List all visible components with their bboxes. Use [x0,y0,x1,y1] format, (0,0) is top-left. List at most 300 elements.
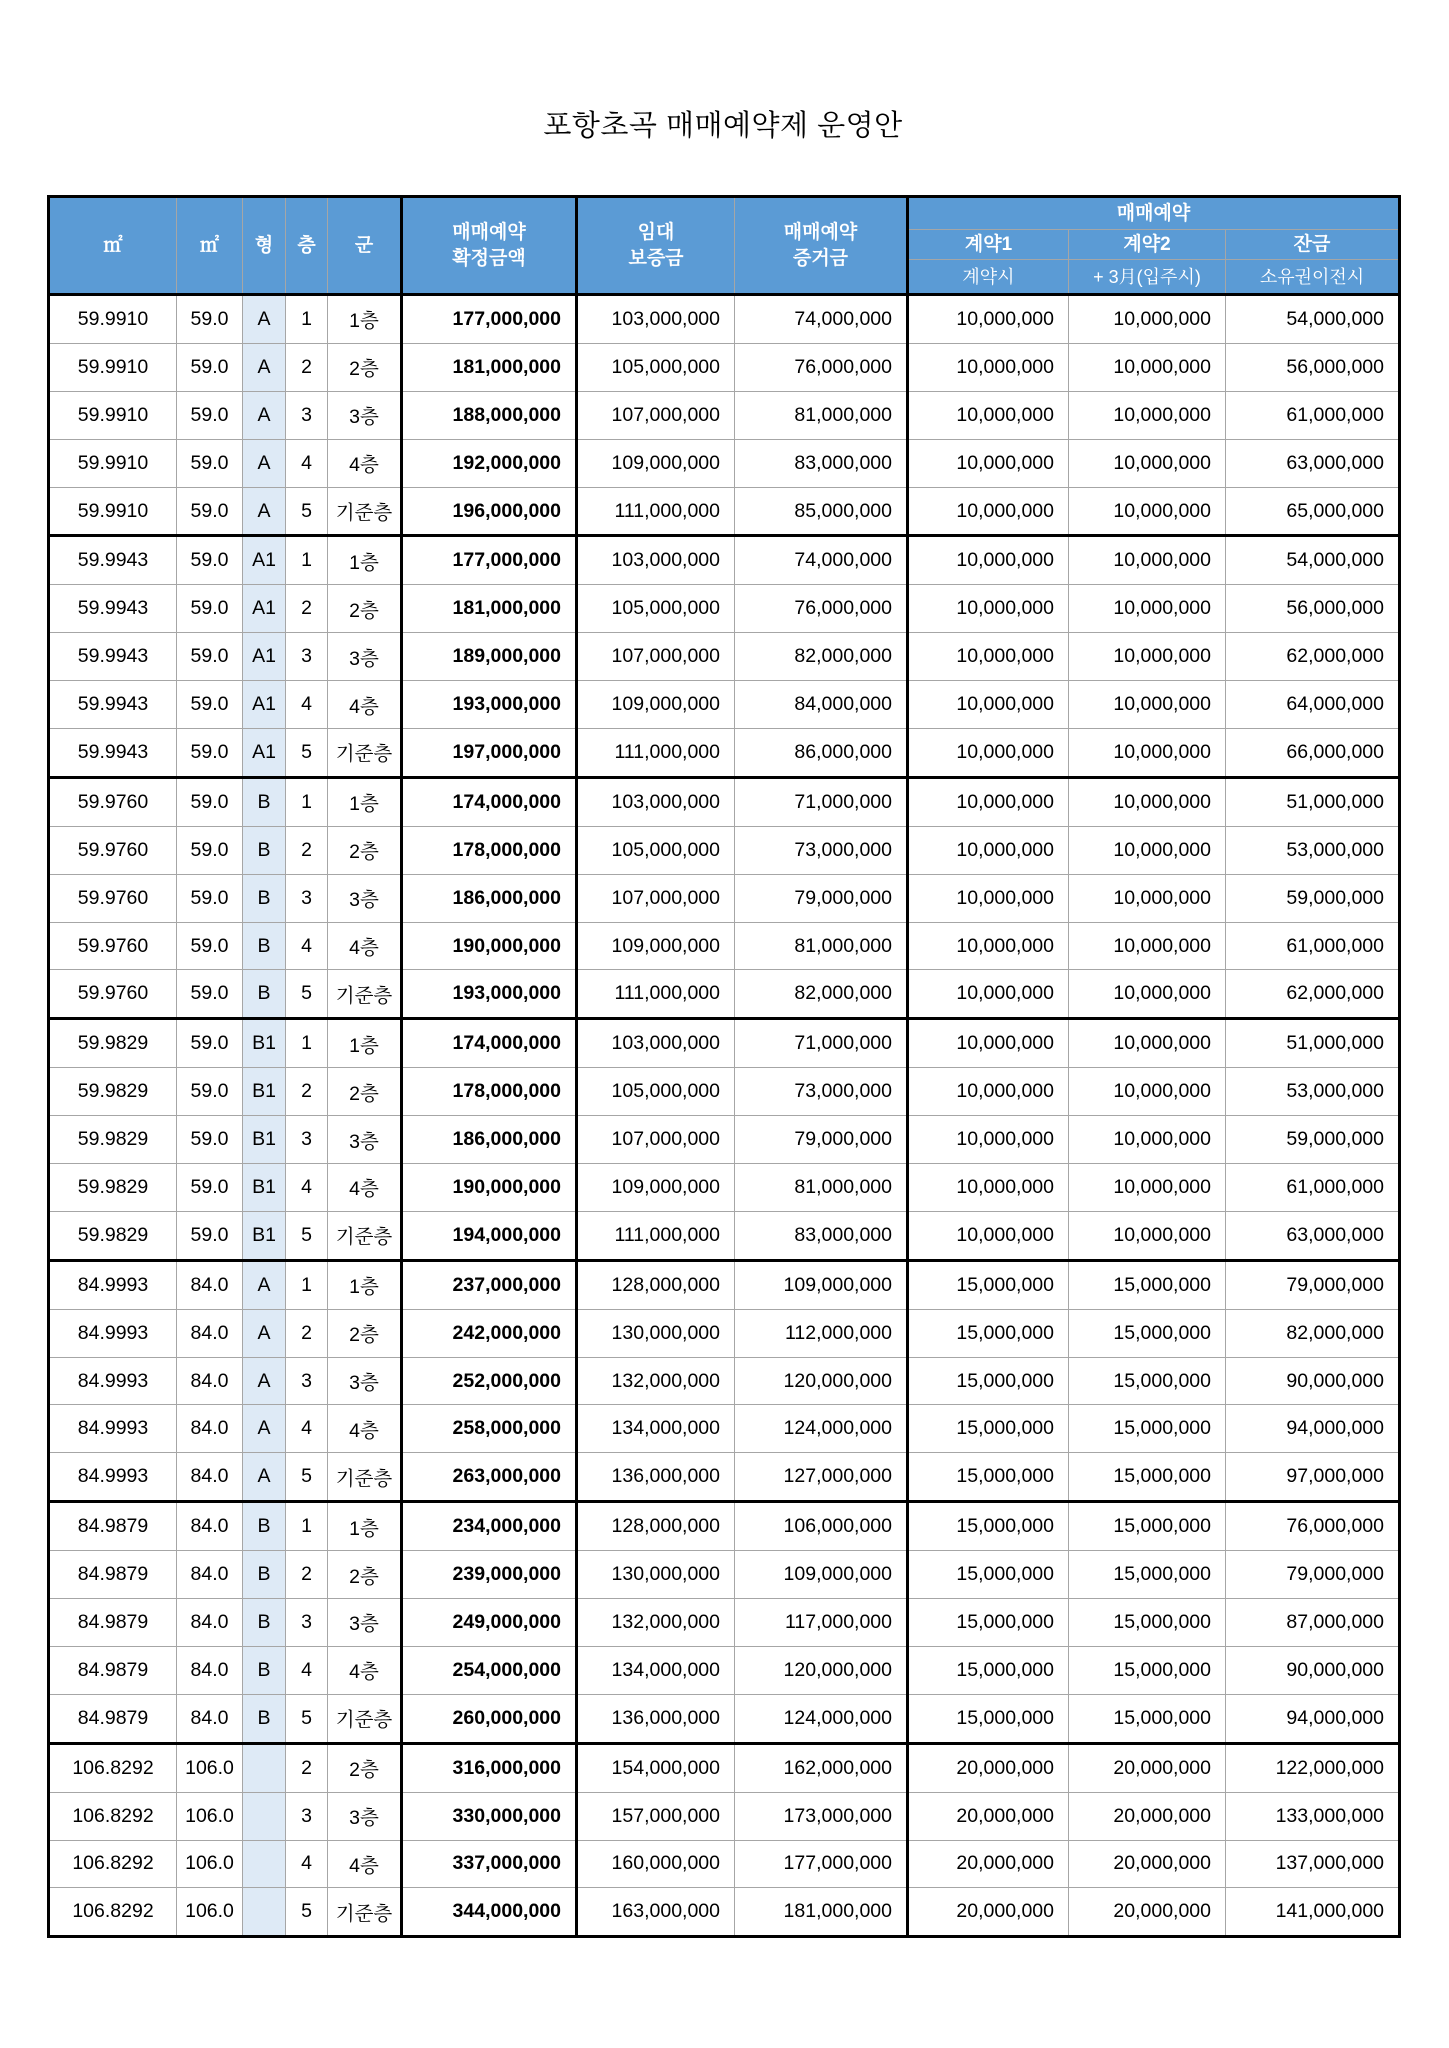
cell-reservation-deposit: 81,000,000 [735,922,908,970]
header-label: 군 [354,234,374,256]
cell-contract2: 10,000,000 [1069,1068,1226,1116]
cell-confirmed-price: 190,000,000 [402,922,577,970]
cell-contract1: 10,000,000 [908,585,1069,633]
table-row [49,1792,1400,1840]
cell-contract2: 20,000,000 [1069,1840,1226,1888]
cell-contract2: 10,000,000 [1069,487,1226,536]
cell-confirmed-price: 254,000,000 [402,1646,577,1694]
cell-floor-no: 5 [286,1888,328,1937]
header-lease-deposit [577,197,735,295]
cell-contract2: 10,000,000 [1069,777,1226,826]
cell-supply-m2: 84.0 [177,1551,243,1599]
table-row [49,1694,1400,1743]
cell-supply-m2: 59.0 [177,922,243,970]
cell-supply-m2: 106.0 [177,1888,243,1937]
cell-supply-m2: 59.0 [177,585,243,633]
cell-confirmed-price: 330,000,000 [402,1792,577,1840]
cell-floor-label: 3층 [328,1792,402,1840]
cell-lease-deposit: 107,000,000 [577,391,735,439]
cell-reservation-deposit: 76,000,000 [735,343,908,391]
cell-balance: 65,000,000 [1226,487,1400,536]
cell-area-m2: 106.8292 [49,1888,177,1937]
cell-supply-m2: 59.0 [177,487,243,536]
cell-confirmed-price: 174,000,000 [402,1019,577,1068]
cell-reservation-deposit: 177,000,000 [735,1840,908,1888]
cell-floor-label: 3층 [328,391,402,439]
cell-area-m2: 59.9829 [49,1068,177,1116]
cell-reservation-deposit: 83,000,000 [735,1211,908,1260]
cell-reservation-deposit: 82,000,000 [735,970,908,1019]
cell-contract1: 10,000,000 [908,295,1069,344]
cell-lease-deposit: 128,000,000 [577,1502,735,1551]
cell-contract2: 15,000,000 [1069,1405,1226,1453]
cell-contract2: 15,000,000 [1069,1357,1226,1405]
table-row [49,922,1400,970]
cell-confirmed-price: 234,000,000 [402,1502,577,1551]
cell-type: A [243,1357,286,1405]
cell-balance: 94,000,000 [1226,1694,1400,1743]
cell-reservation-deposit: 76,000,000 [735,585,908,633]
header-row-1 [49,197,1400,230]
cell-balance: 63,000,000 [1226,1211,1400,1260]
cell-confirmed-price: 196,000,000 [402,487,577,536]
cell-floor-label: 기준층 [328,1211,402,1260]
cell-type: A [243,343,286,391]
cell-reservation-deposit: 83,000,000 [735,439,908,487]
table-row [49,1116,1400,1164]
cell-confirmed-price: 252,000,000 [402,1357,577,1405]
cell-floor-label: 3층 [328,633,402,681]
cell-reservation-deposit: 127,000,000 [735,1453,908,1502]
cell-contract1: 10,000,000 [908,826,1069,874]
cell-contract1: 10,000,000 [908,391,1069,439]
cell-contract2: 10,000,000 [1069,536,1226,585]
cell-area-m2: 84.9879 [49,1599,177,1647]
header-contract2: 계약2 [1069,230,1226,260]
cell-area-m2: 84.9993 [49,1309,177,1357]
cell-floor-label: 1층 [328,1260,402,1309]
cell-floor-no: 4 [286,922,328,970]
cell-type: B1 [243,1019,286,1068]
cell-supply-m2: 59.0 [177,633,243,681]
cell-reservation-deposit: 71,000,000 [735,777,908,826]
cell-contract2: 15,000,000 [1069,1502,1226,1551]
cell-reservation-deposit: 106,000,000 [735,1502,908,1551]
cell-contract1: 10,000,000 [908,1211,1069,1260]
cell-reservation-deposit: 84,000,000 [735,681,908,729]
cell-floor-no: 3 [286,874,328,922]
cell-floor-no: 3 [286,391,328,439]
cell-supply-m2: 59.0 [177,1116,243,1164]
cell-lease-deposit: 130,000,000 [577,1309,735,1357]
cell-floor-label: 기준층 [328,1453,402,1502]
cell-confirmed-price: 189,000,000 [402,633,577,681]
cell-balance: 61,000,000 [1226,1164,1400,1212]
table-row [49,585,1400,633]
cell-supply-m2: 84.0 [177,1405,243,1453]
cell-floor-label: 3층 [328,1116,402,1164]
cell-confirmed-price: 263,000,000 [402,1453,577,1502]
cell-balance: 62,000,000 [1226,970,1400,1019]
cell-lease-deposit: 103,000,000 [577,777,735,826]
cell-confirmed-price: 178,000,000 [402,826,577,874]
cell-confirmed-price: 181,000,000 [402,343,577,391]
cell-supply-m2: 59.0 [177,777,243,826]
cell-contract2: 20,000,000 [1069,1743,1226,1792]
cell-floor-no: 2 [286,1309,328,1357]
cell-type: A [243,295,286,344]
cell-contract2: 10,000,000 [1069,295,1226,344]
cell-confirmed-price: 193,000,000 [402,970,577,1019]
cell-type: B [243,922,286,970]
cell-area-m2: 106.8292 [49,1743,177,1792]
cell-type: B1 [243,1164,286,1212]
cell-lease-deposit: 134,000,000 [577,1405,735,1453]
table-row [49,1019,1400,1068]
table-row [49,874,1400,922]
table-row [49,1502,1400,1551]
cell-supply-m2: 59.0 [177,391,243,439]
cell-supply-m2: 106.0 [177,1792,243,1840]
table-body [49,295,1400,1937]
cell-balance: 79,000,000 [1226,1551,1400,1599]
cell-floor-no: 1 [286,777,328,826]
cell-area-m2: 59.9910 [49,295,177,344]
cell-lease-deposit: 134,000,000 [577,1646,735,1694]
cell-floor-label: 기준층 [328,1888,402,1937]
cell-area-m2: 84.9879 [49,1646,177,1694]
table-row [49,1260,1400,1309]
header-label-line1: 매매예약 [783,221,858,243]
cell-contract2: 10,000,000 [1069,826,1226,874]
cell-lease-deposit: 105,000,000 [577,343,735,391]
cell-type: A [243,487,286,536]
cell-area-m2: 59.9760 [49,970,177,1019]
cell-contract2: 10,000,000 [1069,585,1226,633]
cell-floor-label: 4층 [328,1164,402,1212]
cell-floor-label: 1층 [328,777,402,826]
cell-confirmed-price: 337,000,000 [402,1840,577,1888]
cell-balance: 137,000,000 [1226,1840,1400,1888]
cell-contract1: 10,000,000 [908,970,1069,1019]
header-label: ㎡ [103,234,123,256]
cell-contract2: 15,000,000 [1069,1599,1226,1647]
cell-floor-label: 4층 [328,1405,402,1453]
cell-floor-no: 2 [286,1743,328,1792]
cell-lease-deposit: 154,000,000 [577,1743,735,1792]
cell-contract1: 10,000,000 [908,439,1069,487]
cell-floor-no: 4 [286,1405,328,1453]
cell-contract1: 15,000,000 [908,1260,1069,1309]
cell-balance: 61,000,000 [1226,922,1400,970]
cell-lease-deposit: 109,000,000 [577,681,735,729]
cell-lease-deposit: 111,000,000 [577,487,735,536]
cell-floor-label: 기준층 [328,487,402,536]
cell-floor-no: 5 [286,729,328,778]
cell-lease-deposit: 160,000,000 [577,1840,735,1888]
header-label: ㎡ [199,234,219,256]
cell-reservation-deposit: 73,000,000 [735,1068,908,1116]
cell-balance: 59,000,000 [1226,874,1400,922]
header-floor [286,197,328,295]
cell-contract2: 20,000,000 [1069,1888,1226,1937]
cell-floor-no: 2 [286,1068,328,1116]
header-label-line2: 보증금 [628,247,684,269]
cell-area-m2: 59.9829 [49,1019,177,1068]
cell-balance: 63,000,000 [1226,439,1400,487]
cell-supply-m2: 59.0 [177,439,243,487]
cell-balance: 76,000,000 [1226,1502,1400,1551]
cell-supply-m2: 59.0 [177,874,243,922]
cell-supply-m2: 84.0 [177,1502,243,1551]
cell-lease-deposit: 107,000,000 [577,874,735,922]
cell-floor-no: 3 [286,1792,328,1840]
cell-type: A1 [243,633,286,681]
cell-confirmed-price: 249,000,000 [402,1599,577,1647]
cell-type: B1 [243,1211,286,1260]
cell-floor-no: 3 [286,1599,328,1647]
cell-supply-m2: 59.0 [177,1019,243,1068]
cell-type: B1 [243,1116,286,1164]
header-contract1-sub: 계약시 [908,260,1069,295]
cell-lease-deposit: 132,000,000 [577,1357,735,1405]
cell-area-m2: 84.9993 [49,1405,177,1453]
cell-contract1: 10,000,000 [908,1019,1069,1068]
cell-area-m2: 106.8292 [49,1792,177,1840]
header-label-line2: 증거금 [792,247,849,269]
cell-area-m2: 59.9829 [49,1116,177,1164]
cell-supply-m2: 59.0 [177,1211,243,1260]
table-row [49,487,1400,536]
cell-floor-no: 5 [286,1453,328,1502]
cell-lease-deposit: 130,000,000 [577,1551,735,1599]
cell-balance: 54,000,000 [1226,536,1400,585]
cell-reservation-deposit: 173,000,000 [735,1792,908,1840]
cell-floor-no: 3 [286,1116,328,1164]
cell-contract1: 15,000,000 [908,1694,1069,1743]
cell-lease-deposit: 111,000,000 [577,1211,735,1260]
cell-type: A [243,1309,286,1357]
cell-balance: 51,000,000 [1226,777,1400,826]
cell-supply-m2: 59.0 [177,729,243,778]
cell-confirmed-price: 186,000,000 [402,1116,577,1164]
cell-reservation-deposit: 117,000,000 [735,1599,908,1647]
table-row [49,536,1400,585]
cell-type: A1 [243,585,286,633]
table-row [49,1453,1400,1502]
cell-confirmed-price: 190,000,000 [402,1164,577,1212]
cell-floor-label: 4층 [328,439,402,487]
table-row [49,343,1400,391]
cell-type: A [243,1405,286,1453]
cell-balance: 94,000,000 [1226,1405,1400,1453]
table-row [49,1599,1400,1647]
cell-contract2: 10,000,000 [1069,1116,1226,1164]
cell-floor-no: 2 [286,585,328,633]
cell-contract2: 10,000,000 [1069,1211,1226,1260]
cell-contract2: 10,000,000 [1069,874,1226,922]
cell-lease-deposit: 136,000,000 [577,1694,735,1743]
cell-floor-no: 1 [286,1019,328,1068]
cell-reservation-deposit: 112,000,000 [735,1309,908,1357]
table-row [49,681,1400,729]
header-contract1: 계약1 [908,230,1069,260]
cell-lease-deposit: 111,000,000 [577,729,735,778]
cell-contract1: 10,000,000 [908,487,1069,536]
cell-floor-label: 4층 [328,681,402,729]
table-row [49,1405,1400,1453]
cell-floor-no: 1 [286,536,328,585]
cell-contract2: 15,000,000 [1069,1646,1226,1694]
cell-confirmed-price: 192,000,000 [402,439,577,487]
cell-type [243,1743,286,1792]
cell-lease-deposit: 103,000,000 [577,536,735,585]
header-group [328,197,402,295]
cell-contract2: 15,000,000 [1069,1309,1226,1357]
cell-contract1: 10,000,000 [908,922,1069,970]
cell-contract1: 15,000,000 [908,1599,1069,1647]
cell-confirmed-price: 239,000,000 [402,1551,577,1599]
cell-supply-m2: 84.0 [177,1694,243,1743]
cell-lease-deposit: 163,000,000 [577,1888,735,1937]
table-header [49,197,1400,295]
table-row [49,295,1400,344]
cell-balance: 53,000,000 [1226,826,1400,874]
cell-area-m2: 106.8292 [49,1840,177,1888]
table-row [49,1164,1400,1212]
cell-area-m2: 84.9993 [49,1260,177,1309]
cell-floor-no: 2 [286,826,328,874]
table-row [49,1211,1400,1260]
cell-reservation-deposit: 124,000,000 [735,1405,908,1453]
cell-contract1: 10,000,000 [908,1164,1069,1212]
cell-contract2: 15,000,000 [1069,1453,1226,1502]
cell-confirmed-price: 344,000,000 [402,1888,577,1937]
cell-balance: 82,000,000 [1226,1309,1400,1357]
cell-type: B [243,826,286,874]
cell-type: A [243,439,286,487]
header-label-line1: 임대 [637,221,675,243]
cell-area-m2: 59.9760 [49,874,177,922]
cell-area-m2: 59.9943 [49,681,177,729]
cell-supply-m2: 59.0 [177,1068,243,1116]
cell-floor-no: 5 [286,1211,328,1260]
cell-contract2: 10,000,000 [1069,633,1226,681]
cell-balance: 87,000,000 [1226,1599,1400,1647]
cell-type: B [243,1646,286,1694]
cell-area-m2: 59.9910 [49,439,177,487]
cell-reservation-deposit: 124,000,000 [735,1694,908,1743]
cell-contract1: 15,000,000 [908,1551,1069,1599]
cell-reservation-deposit: 109,000,000 [735,1260,908,1309]
cell-floor-no: 1 [286,1260,328,1309]
cell-type: B [243,970,286,1019]
cell-reservation-deposit: 71,000,000 [735,1019,908,1068]
cell-area-m2: 59.9910 [49,391,177,439]
cell-floor-label: 2층 [328,343,402,391]
cell-contract2: 10,000,000 [1069,343,1226,391]
header-confirmed-price [402,197,577,295]
cell-balance: 54,000,000 [1226,295,1400,344]
cell-contract1: 20,000,000 [908,1840,1069,1888]
cell-contract1: 10,000,000 [908,1068,1069,1116]
cell-reservation-deposit: 120,000,000 [735,1646,908,1694]
cell-area-m2: 59.9910 [49,343,177,391]
cell-confirmed-price: 242,000,000 [402,1309,577,1357]
cell-floor-no: 1 [286,1502,328,1551]
cell-contract1: 10,000,000 [908,343,1069,391]
cell-supply-m2: 84.0 [177,1646,243,1694]
cell-reservation-deposit: 86,000,000 [735,729,908,778]
cell-contract1: 10,000,000 [908,681,1069,729]
cell-reservation-deposit: 74,000,000 [735,536,908,585]
cell-contract2: 10,000,000 [1069,391,1226,439]
cell-supply-m2: 84.0 [177,1357,243,1405]
cell-area-m2: 59.9910 [49,487,177,536]
cell-type: B [243,1551,286,1599]
cell-balance: 61,000,000 [1226,391,1400,439]
cell-contract1: 20,000,000 [908,1743,1069,1792]
cell-reservation-deposit: 73,000,000 [735,826,908,874]
cell-balance: 53,000,000 [1226,1068,1400,1116]
cell-lease-deposit: 103,000,000 [577,1019,735,1068]
cell-lease-deposit: 105,000,000 [577,1068,735,1116]
cell-type: A [243,391,286,439]
header-supply-m2 [177,197,243,295]
cell-contract1: 15,000,000 [908,1357,1069,1405]
cell-contract1: 15,000,000 [908,1405,1069,1453]
table-row [49,1068,1400,1116]
cell-supply-m2: 59.0 [177,681,243,729]
cell-contract1: 15,000,000 [908,1453,1069,1502]
cell-balance: 64,000,000 [1226,681,1400,729]
cell-lease-deposit: 132,000,000 [577,1599,735,1647]
cell-supply-m2: 84.0 [177,1309,243,1357]
cell-contract1: 10,000,000 [908,536,1069,585]
table-row [49,826,1400,874]
cell-floor-no: 5 [286,970,328,1019]
cell-floor-no: 4 [286,1164,328,1212]
cell-supply-m2: 59.0 [177,970,243,1019]
cell-supply-m2: 84.0 [177,1453,243,1502]
cell-balance: 79,000,000 [1226,1260,1400,1309]
cell-supply-m2: 84.0 [177,1599,243,1647]
cell-confirmed-price: 316,000,000 [402,1743,577,1792]
cell-type: B1 [243,1068,286,1116]
cell-reservation-deposit: 79,000,000 [735,1116,908,1164]
cell-contract2: 10,000,000 [1069,729,1226,778]
cell-contract1: 10,000,000 [908,729,1069,778]
header-contract2-sub: + 3月(입주시) [1069,260,1226,295]
cell-type [243,1792,286,1840]
cell-area-m2: 59.9829 [49,1164,177,1212]
cell-area-m2: 59.9760 [49,826,177,874]
cell-supply-m2: 84.0 [177,1260,243,1309]
cell-confirmed-price: 178,000,000 [402,1068,577,1116]
cell-lease-deposit: 107,000,000 [577,633,735,681]
cell-area-m2: 59.9760 [49,777,177,826]
cell-balance: 97,000,000 [1226,1453,1400,1502]
cell-lease-deposit: 111,000,000 [577,970,735,1019]
cell-contract1: 10,000,000 [908,874,1069,922]
cell-contract2: 15,000,000 [1069,1694,1226,1743]
table-row [49,1309,1400,1357]
cell-contract1: 20,000,000 [908,1792,1069,1840]
table-row [49,1743,1400,1792]
cell-lease-deposit: 157,000,000 [577,1792,735,1840]
cell-area-m2: 59.9943 [49,729,177,778]
cell-supply-m2: 59.0 [177,1164,243,1212]
